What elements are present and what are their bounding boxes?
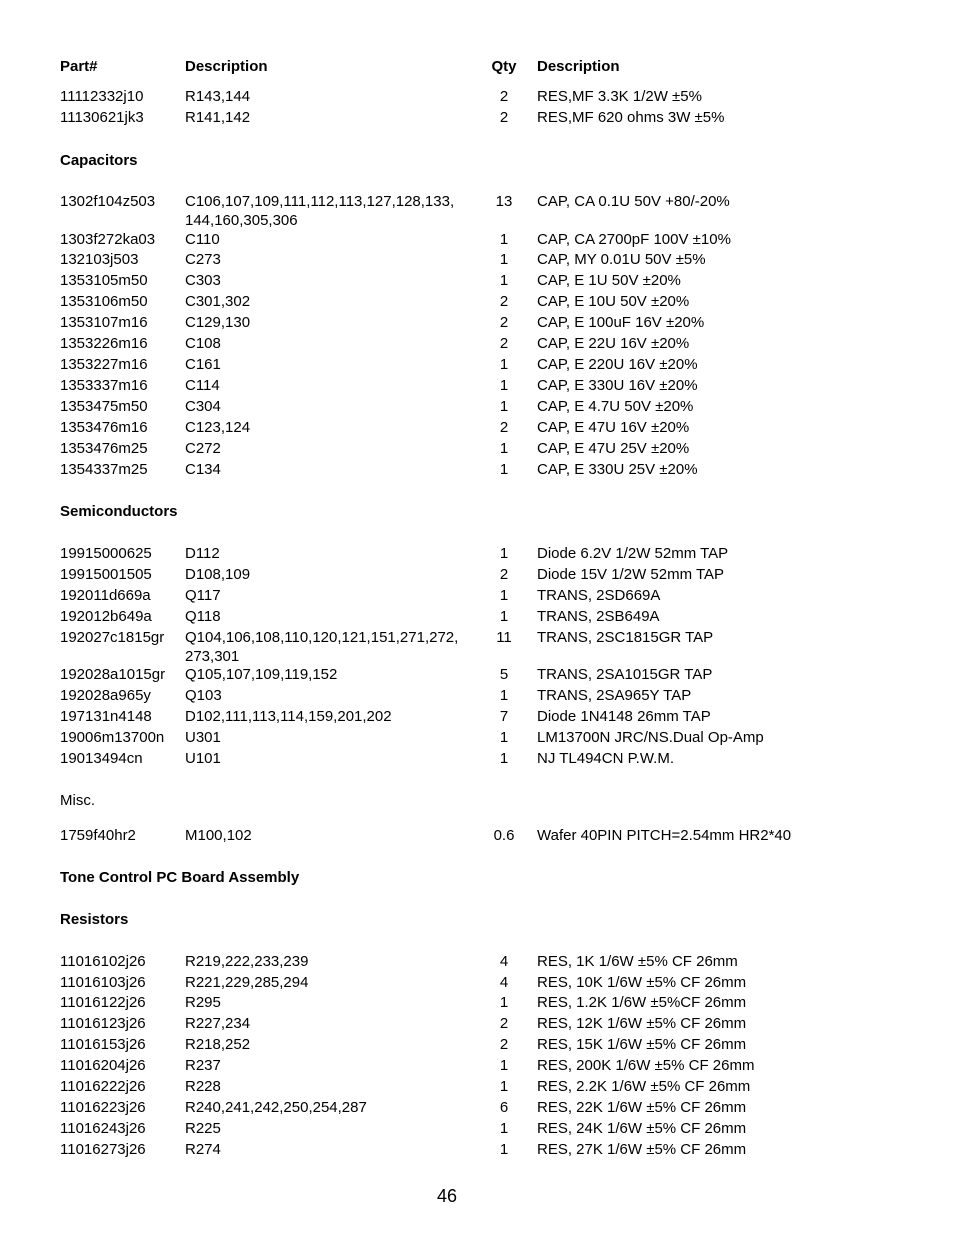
quantity: 1 xyxy=(499,1120,509,1137)
description: CAP, MY 0.01U 50V ±5% xyxy=(537,251,706,268)
quantity: 5 xyxy=(499,666,509,683)
reference: C123,124 xyxy=(185,419,251,436)
quantity: 2 xyxy=(499,566,509,583)
section-title-misc: Misc. xyxy=(60,792,95,809)
reference: Q117 xyxy=(185,587,221,604)
description: TRANS, 2SB649A xyxy=(537,608,660,625)
reference: R141,142 xyxy=(185,109,251,126)
reference: U301 xyxy=(185,729,221,746)
part-number: 1353226m16 xyxy=(60,335,148,352)
table-row xyxy=(0,585,954,606)
description: RES, 200K 1/6W ±5% CF 26mm xyxy=(537,1057,755,1074)
part-number: 197131n4148 xyxy=(60,708,152,725)
quantity: 7 xyxy=(499,708,509,725)
quantity: 1 xyxy=(499,608,509,625)
reference: C272 xyxy=(185,440,221,457)
description: RES, 27K 1/6W ±5% CF 26mm xyxy=(537,1141,747,1158)
table-row xyxy=(0,992,954,1013)
reference: R143,144 xyxy=(185,88,251,105)
table-row xyxy=(0,417,954,438)
section-title-semiconductors: Semiconductors xyxy=(60,503,178,520)
part-number: 19915001505 xyxy=(60,566,152,583)
quantity: 1 xyxy=(499,1141,509,1158)
table-row xyxy=(0,191,954,229)
reference: C129,130 xyxy=(185,314,251,331)
header-part: Part# xyxy=(60,58,98,75)
reference: D102,111,113,114,159,201,202 xyxy=(185,708,392,725)
quantity: 1 xyxy=(499,750,509,767)
reference: C108 xyxy=(185,335,221,352)
part-number: 19006m13700n xyxy=(60,729,165,746)
reference: C106,107,109,111,112,113,127,128,133, 144,160,305,306 xyxy=(185,193,455,229)
description: CAP, E 1U 50V ±20% xyxy=(537,272,681,289)
reference: C161 xyxy=(185,356,221,373)
table-row xyxy=(0,972,954,993)
page-number: 46 xyxy=(436,1186,458,1206)
table-row xyxy=(0,1034,954,1055)
description: CAP, E 47U 25V ±20% xyxy=(537,440,690,457)
table-row xyxy=(0,107,954,128)
description: TRANS, 2SA1015GR TAP xyxy=(537,666,713,683)
quantity: 1 xyxy=(499,251,509,268)
table-row xyxy=(0,333,954,354)
description: CAP, E 22U 16V ±20% xyxy=(537,335,690,352)
part-number: 11016273j26 xyxy=(60,1141,146,1158)
table-row xyxy=(0,1055,954,1076)
quantity: 2 xyxy=(499,88,509,105)
quantity: 11 xyxy=(496,629,512,646)
part-number: 1354337m25 xyxy=(60,461,148,478)
table-row xyxy=(0,564,954,585)
table-row xyxy=(0,312,954,333)
description: RES, 15K 1/6W ±5% CF 26mm xyxy=(537,1036,747,1053)
part-number: 1353106m50 xyxy=(60,293,148,310)
description: Diode 15V 1/2W 52mm TAP xyxy=(537,566,725,583)
description: RES, 12K 1/6W ±5% CF 26mm xyxy=(537,1015,747,1032)
table-row xyxy=(0,727,954,748)
part-number: 132103j503 xyxy=(60,251,139,268)
reference: R295 xyxy=(185,994,221,1011)
quantity: 1 xyxy=(499,1078,509,1095)
description: RES, 1.2K 1/6W ±5%CF 26mm xyxy=(537,994,747,1011)
quantity: 1 xyxy=(499,272,509,289)
description: RES, 1K 1/6W ±5% CF 26mm xyxy=(537,953,738,970)
reference: R227,234 xyxy=(185,1015,251,1032)
part-number: 192028a1015gr xyxy=(60,666,166,683)
part-number: 1353337m16 xyxy=(60,377,148,394)
quantity: 1 xyxy=(499,356,509,373)
description: CAP, CA 2700pF 100V ±10% xyxy=(537,231,731,248)
reference: C273 xyxy=(185,251,221,268)
table-row xyxy=(0,1097,954,1118)
description: CAP, E 100uF 16V ±20% xyxy=(537,314,705,331)
table-row xyxy=(0,706,954,727)
table-row xyxy=(0,543,954,564)
part-number: 11016122j26 xyxy=(60,994,146,1011)
reference: D108,109 xyxy=(185,566,251,583)
part-number: 192011d669a xyxy=(60,587,151,604)
part-number: 11016123j26 xyxy=(60,1015,146,1032)
quantity: 2 xyxy=(499,293,509,310)
table-row xyxy=(0,375,954,396)
part-number: 11112332j10 xyxy=(60,88,144,105)
description: CAP, E 220U 16V ±20% xyxy=(537,356,698,373)
part-number: 19013494cn xyxy=(60,750,143,767)
reference: C304 xyxy=(185,398,221,415)
quantity: 1 xyxy=(499,440,509,457)
section-title-capacitors: Capacitors xyxy=(60,152,138,169)
quantity: 2 xyxy=(499,314,509,331)
reference: R228 xyxy=(185,1078,221,1095)
table-row xyxy=(0,1118,954,1139)
part-number: 11016222j26 xyxy=(60,1078,146,1095)
part-number: 1353227m16 xyxy=(60,356,148,373)
part-number: 19915000625 xyxy=(60,545,152,562)
part-number: 1353105m50 xyxy=(60,272,148,289)
quantity: 1 xyxy=(499,587,509,604)
table-row xyxy=(0,249,954,270)
quantity: 13 xyxy=(495,193,513,210)
reference: R237 xyxy=(185,1057,221,1074)
quantity: 1 xyxy=(499,545,509,562)
part-number: 11016243j26 xyxy=(60,1120,146,1137)
part-number: 1303f272ka03 xyxy=(60,231,156,248)
description: Wafer 40PIN PITCH=2.54mm HR2*40 xyxy=(537,827,792,844)
table-row xyxy=(0,396,954,417)
reference: Q118 xyxy=(185,608,221,625)
reference: Q103 xyxy=(185,687,222,704)
table-row xyxy=(0,664,954,685)
reference: D112 xyxy=(185,545,220,562)
section-title-resistors: Resistors xyxy=(60,911,129,928)
table-row xyxy=(0,825,954,846)
description: RES,MF 3.3K 1/2W ±5% xyxy=(537,88,702,105)
quantity: 2 xyxy=(499,109,509,126)
reference: R221,229,285,294 xyxy=(185,974,309,991)
reference: M100,102 xyxy=(185,827,252,844)
quantity: 1 xyxy=(499,461,509,478)
part-number: 11130621jk3 xyxy=(60,109,144,126)
quantity: 1 xyxy=(499,398,509,415)
reference: Q105,107,109,119,152 xyxy=(185,666,338,683)
description: CAP, CA 0.1U 50V +80/-20% xyxy=(537,193,730,210)
table-row xyxy=(0,270,954,291)
part-number: 1353107m16 xyxy=(60,314,148,331)
reference: R218,252 xyxy=(185,1036,251,1053)
quantity: 6 xyxy=(499,1099,509,1116)
table-row xyxy=(0,627,954,665)
part-number: 11016223j26 xyxy=(60,1099,146,1116)
description: TRANS, 2SD669A xyxy=(537,587,661,604)
description: CAP, E 4.7U 50V ±20% xyxy=(537,398,694,415)
description: Diode 6.2V 1/2W 52mm TAP xyxy=(537,545,729,562)
quantity: 1 xyxy=(499,1057,509,1074)
header-description-2: Description xyxy=(537,58,620,75)
description: CAP, E 47U 16V ±20% xyxy=(537,419,690,436)
part-number: 1302f104z503 xyxy=(60,193,156,210)
table-row xyxy=(0,606,954,627)
reference: C134 xyxy=(185,461,221,478)
header-description: Description xyxy=(185,58,268,75)
quantity: 2 xyxy=(499,1015,509,1032)
description: RES,MF 620 ohms 3W ±5% xyxy=(537,109,725,126)
reference: R274 xyxy=(185,1141,221,1158)
table-row xyxy=(0,291,954,312)
table-row xyxy=(0,685,954,706)
part-number: 11016204j26 xyxy=(60,1057,146,1074)
description: Diode 1N4148 26mm TAP xyxy=(537,708,711,725)
table-row xyxy=(0,354,954,375)
header-qty: Qty xyxy=(491,58,517,75)
table-row xyxy=(0,1013,954,1034)
quantity: 0.6 xyxy=(493,827,515,844)
reference: Q104,106,108,110,120,121,151,271,272, 273,301 xyxy=(185,629,459,665)
part-number: 1353476m25 xyxy=(60,440,148,457)
description: TRANS, 2SC1815GR TAP xyxy=(537,629,714,646)
reference: C301,302 xyxy=(185,293,251,310)
table-header xyxy=(0,56,954,77)
quantity: 4 xyxy=(499,953,509,970)
table-row xyxy=(0,951,954,972)
description: TRANS, 2SA965Y TAP xyxy=(537,687,692,704)
reference: R240,241,242,250,254,287 xyxy=(185,1099,367,1116)
table-row xyxy=(0,459,954,480)
part-number: 1353475m50 xyxy=(60,398,148,415)
table-row xyxy=(0,438,954,459)
description: RES, 24K 1/6W ±5% CF 26mm xyxy=(537,1120,747,1137)
part-number: 1759f40hr2 xyxy=(60,827,136,844)
table-row xyxy=(0,86,954,107)
table-row xyxy=(0,229,954,250)
description: CAP, E 10U 50V ±20% xyxy=(537,293,690,310)
description: LM13700N JRC/NS.Dual Op-Amp xyxy=(537,729,764,746)
section-title-tone-control: Tone Control PC Board Assembly xyxy=(60,869,300,886)
quantity: 2 xyxy=(499,1036,509,1053)
reference: U101 xyxy=(185,750,221,767)
quantity: 2 xyxy=(499,419,509,436)
table-row xyxy=(0,1076,954,1097)
quantity: 1 xyxy=(499,231,509,248)
quantity: 1 xyxy=(499,729,509,746)
description: CAP, E 330U 25V ±20% xyxy=(537,461,698,478)
quantity: 2 xyxy=(499,335,509,352)
part-number: 192028a965y xyxy=(60,687,151,704)
part-number: 192012b649a xyxy=(60,608,152,625)
part-number: 1353476m16 xyxy=(60,419,148,436)
part-number: 11016153j26 xyxy=(60,1036,146,1053)
description: RES, 2.2K 1/6W ±5% CF 26mm xyxy=(537,1078,751,1095)
reference: C303 xyxy=(185,272,221,289)
description: CAP, E 330U 16V ±20% xyxy=(537,377,698,394)
reference: R219,222,233,239 xyxy=(185,953,309,970)
reference: R225 xyxy=(185,1120,221,1137)
quantity: 1 xyxy=(499,994,509,1011)
part-number: 192027c1815gr xyxy=(60,629,165,646)
part-number: 11016102j26 xyxy=(60,953,146,970)
quantity: 1 xyxy=(499,687,509,704)
description: RES, 10K 1/6W ±5% CF 26mm xyxy=(537,974,747,991)
quantity: 1 xyxy=(499,377,509,394)
description: RES, 22K 1/6W ±5% CF 26mm xyxy=(537,1099,747,1116)
part-number: 11016103j26 xyxy=(60,974,146,991)
table-row xyxy=(0,1139,954,1160)
description: NJ TL494CN P.W.M. xyxy=(537,750,674,767)
table-row xyxy=(0,748,954,769)
reference: C110 xyxy=(185,231,220,248)
reference: C114 xyxy=(185,377,220,394)
quantity: 4 xyxy=(499,974,509,991)
